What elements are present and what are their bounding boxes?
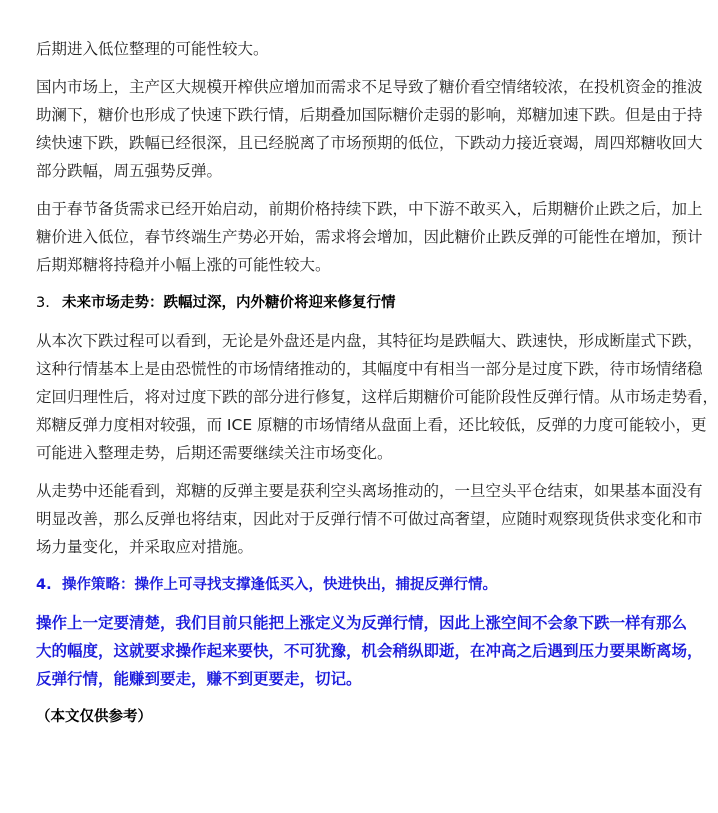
- text-line: 助澜下，糖价也形成了快速下跌行情，后期叠加国际糖价走弱的影响，郑糖加速下跌。但是由于持: [36, 106, 703, 124]
- text-line: 从本次下跌过程可以看到，无论是外盘还是内盘，其特征均是跌幅大、跌速快，形成断崖式下跌，: [36, 332, 703, 350]
- section-3-paragraph-1: [36, 327, 718, 467]
- text-line: 由于春节备货需求已经开始启动，前期价格持续下跌，中下游不敢买入，后期糖价止跌之后，加上: [36, 200, 703, 218]
- text-line: 可能进入整理走势，后期还需要继续关注市场变化。: [36, 444, 393, 462]
- paragraph-1: [36, 35, 648, 63]
- section-3-paragraph-2: [36, 477, 703, 561]
- text-line: 国内市场上，主产区大规模开榨供应增加而需求不足导致了糖价看空情绪较浓，在投机资金的推波: [36, 78, 703, 96]
- text-line: 明显改善，那么反弹也将结束，因此对于反弹行情不可做过高奢望，应随时观察现货供求变化和市: [36, 510, 703, 528]
- section-4-paragraph: [36, 609, 703, 693]
- section-3-heading: [36, 289, 648, 317]
- text-line: 大的幅度，这就要求操作起来要快，不可犹豫，机会稍纵即逝，在冲高之后遇到压力要果断离场，: [36, 642, 703, 660]
- text-line: 这种行情基本上是由恐慌性的市场情绪推动的，其幅度中有相当一部分是过度下跌，待市场情绪稳: [36, 360, 703, 378]
- document-body: [36, 35, 718, 731]
- section-title: 未来市场走势：跌幅过深，内外糖价将迎来修复行情: [62, 295, 396, 311]
- section-title: 操作策略：操作上可寻找支撑逢低买入，快进快出，捕捉反弹行情。: [62, 577, 497, 593]
- disclaimer: （本文仅供参考）: [36, 709, 152, 725]
- text-line: 郑糖反弹力度相对较强，而 ICE 原糖的市场情绪从盘面上看，还比较低，反弹的力度可能较小，更: [36, 416, 707, 434]
- section-number: 3.: [36, 295, 50, 311]
- section-number: 4.: [36, 577, 52, 593]
- text-line: 后期进入低位整理的可能性较大。: [36, 40, 269, 58]
- text-line: 定回归理性后，将对过度下跌的部分进行修复，这样后期糖价可能阶段性反弹行情。从市场走势看，: [36, 388, 718, 406]
- text-line: 反弹行情，能赚到要走，赚不到更要走，切记。: [36, 670, 362, 688]
- text-line: 续快速下跌，跌幅已经很深，且已经脱离了市场预期的低位，下跌动力接近衰竭，周四郑糖收回大: [36, 134, 703, 152]
- text-line: 后期郑糖将持稳并小幅上涨的可能性较大。: [36, 256, 331, 274]
- text-line: 操作上一定要清楚，我们目前只能把上涨定义为反弹行情，因此上涨空间不会象下跌一样有那么: [36, 614, 688, 632]
- text-line: 从走势中还能看到，郑糖的反弹主要是获利空头离场推动的，一旦空头平仓结束，如果基本面没有: [36, 482, 703, 500]
- paragraph-2: [36, 73, 703, 185]
- text-line: 部分跌幅，周五强势反弹。: [36, 162, 223, 180]
- text-line: 场力量变化，并采取应对措施。: [36, 538, 254, 556]
- text-line: 糖价进入低位，春节终端生产势必开始，需求将会增加，因此糖价止跌反弹的可能性在增加，预计: [36, 228, 703, 246]
- paragraph-3: [36, 195, 703, 279]
- section-4-heading: [36, 571, 648, 599]
